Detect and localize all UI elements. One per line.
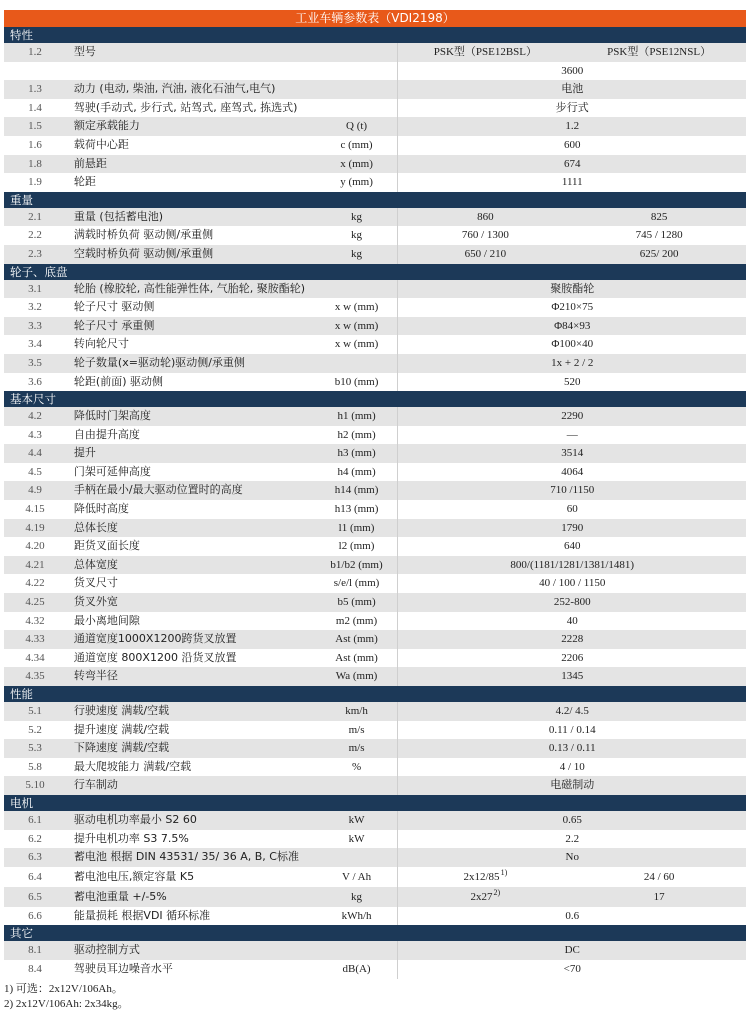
section-header: 基本尺寸 <box>4 391 746 407</box>
row-label: 载荷中心距 <box>73 137 129 151</box>
row-label: 降低时高度 <box>73 502 129 516</box>
row-number: 8.1 <box>28 944 42 957</box>
row-number: 4.5 <box>28 465 42 478</box>
section-header: 重量 <box>4 192 746 208</box>
row-unit: m/s <box>348 723 365 736</box>
row-unit: l1 (mm) <box>338 521 375 534</box>
table-row <box>4 500 746 519</box>
row-label: 下降速度 满载/空载 <box>73 741 170 755</box>
section-header: 轮子、底盘 <box>4 264 746 280</box>
row-label: 满载时桥负荷 驱动侧/承重侧 <box>73 228 214 242</box>
row-value: Φ84×93 <box>397 317 746 336</box>
row-unit: % <box>351 760 362 773</box>
table-row <box>4 848 746 867</box>
table-row <box>4 43 746 62</box>
row-number: 6.3 <box>28 851 42 864</box>
row-value: 3514 <box>397 444 746 463</box>
table-row <box>4 444 746 463</box>
row-label: 通道宽度 800X1200 沿货叉放置 <box>73 650 237 664</box>
row-number: 3.6 <box>28 375 42 388</box>
row-value: — <box>397 426 746 445</box>
table-row <box>4 354 746 373</box>
table-row <box>4 776 746 795</box>
row-unit: m/s <box>348 742 365 755</box>
table-row <box>4 630 746 649</box>
row-unit: x w (mm) <box>334 338 379 351</box>
row-unit <box>316 354 398 373</box>
row-unit: kW <box>348 832 365 845</box>
row-value-nsl: 745 / 1280 <box>635 229 683 242</box>
value-text: 760 / 1300 <box>461 229 509 242</box>
row-value-nsl: PSK型（PSE12NSL） <box>607 46 712 58</box>
row-number: 4.3 <box>28 428 42 441</box>
row-value: 1.2 <box>397 117 746 136</box>
footnotes <box>4 982 129 1012</box>
row-number: 5.8 <box>28 760 42 773</box>
row-value-bsl <box>397 43 572 62</box>
row-label: 提升电机功率 S3 7.5% <box>73 831 189 845</box>
row-unit: x (mm) <box>340 157 373 170</box>
row-label: 提升速度 满载/空载 <box>73 722 170 736</box>
row-label: 总体宽度 <box>73 557 118 571</box>
row-label <box>66 62 316 81</box>
row-unit <box>316 941 398 960</box>
row-label: 轮胎 (橡胶轮, 高性能弹性体, 气胎轮, 聚胺酯轮) <box>73 281 305 295</box>
row-number: 4.33 <box>25 633 45 646</box>
row-unit: h2 (mm) <box>337 428 376 441</box>
section-header: 其它 <box>4 925 746 941</box>
table-row <box>4 887 746 907</box>
row-number: 4.34 <box>25 651 45 664</box>
row-unit: kW <box>348 813 365 826</box>
row-value-bsl <box>397 226 572 245</box>
row-label: 空载时桥负荷 驱动侧/承重侧 <box>73 246 214 260</box>
row-label: 驱动控制方式 <box>73 943 140 957</box>
row-number: 4.32 <box>25 614 45 627</box>
row-number: 4.15 <box>25 503 45 516</box>
row-number <box>4 62 66 81</box>
table-row <box>4 721 746 740</box>
row-label: 型号 <box>73 45 96 58</box>
row-label: 额定承载能力 <box>73 119 140 133</box>
row-number: 4.25 <box>25 596 45 609</box>
row-unit <box>316 99 398 118</box>
row-number: 1.9 <box>28 176 42 189</box>
section-header: 电机 <box>4 795 746 811</box>
row-value: 600 <box>397 136 746 155</box>
row-label: 轮子数量(x=驱动轮)驱动侧/承重侧 <box>73 355 245 369</box>
row-label: 货叉尺寸 <box>73 576 118 590</box>
row-unit <box>316 280 398 299</box>
table-row <box>4 811 746 830</box>
row-label: 自由提升高度 <box>73 427 140 441</box>
row-value: 710 /1150 <box>397 481 746 500</box>
row-label: 轮子尺寸 承重侧 <box>73 318 155 332</box>
table-body <box>4 27 746 979</box>
row-number: 3.1 <box>28 282 42 295</box>
table-row <box>4 907 746 926</box>
table-row <box>4 136 746 155</box>
row-value-nsl: 24 / 60 <box>643 870 675 883</box>
table-row <box>4 649 746 668</box>
row-value: 0.13 / 0.11 <box>397 739 746 758</box>
table-row <box>4 373 746 392</box>
row-number: 4.2 <box>28 410 42 423</box>
row-label: 降低时门架高度 <box>73 409 151 423</box>
row-unit: c (mm) <box>340 138 373 151</box>
row-value: 3600 <box>397 62 746 81</box>
row-label: 能量损耗 根据VDI 循环标准 <box>73 908 211 922</box>
row-label: 前悬距 <box>73 156 107 170</box>
row-label: 通道宽度1000X1200跨货叉放置 <box>73 632 237 646</box>
table-row <box>4 208 746 227</box>
row-number: 1.4 <box>28 101 42 114</box>
row-number: 5.2 <box>28 723 42 736</box>
row-unit: Wa (mm) <box>335 670 378 683</box>
row-unit: V / Ah <box>341 870 372 883</box>
row-number: 5.1 <box>28 705 42 717</box>
row-unit <box>316 848 398 867</box>
row-value: 2290 <box>397 407 746 426</box>
row-number: 1.3 <box>28 83 42 96</box>
row-value: 聚胺酯轮 <box>397 280 746 299</box>
table-row <box>4 702 746 721</box>
row-value-nsl: 825 <box>650 210 668 223</box>
row-label: 转向轮尺寸 <box>73 337 129 351</box>
row-unit: l2 (mm) <box>338 540 375 553</box>
row-label: 总体长度 <box>73 520 118 534</box>
row-value: 800/(1181/1281/1381/1481) <box>397 556 746 575</box>
table-row <box>4 173 746 192</box>
row-unit <box>316 776 398 795</box>
row-number: 3.5 <box>28 356 42 369</box>
row-unit: h1 (mm) <box>337 410 376 423</box>
row-number: 4.9 <box>28 484 42 497</box>
row-value-bsl <box>397 887 572 907</box>
row-value: 1111 <box>397 173 746 192</box>
table-row <box>4 280 746 299</box>
row-value: 4 / 10 <box>397 758 746 777</box>
row-number: 6.5 <box>28 890 42 903</box>
table-row <box>4 463 746 482</box>
row-unit: h13 (mm) <box>334 503 379 516</box>
table-row <box>4 758 746 777</box>
row-number: 4.19 <box>25 521 45 534</box>
row-value: 步行式 <box>397 99 746 118</box>
row-unit: x w (mm) <box>334 301 379 314</box>
table-row <box>4 335 746 354</box>
row-number: 4.22 <box>25 577 45 590</box>
table-row <box>4 226 746 245</box>
row-value: 2.2 <box>397 830 746 849</box>
row-label: 距货叉面长度 <box>73 539 140 553</box>
row-value: Φ210×75 <box>397 298 746 317</box>
row-value-nsl: 625/ 200 <box>639 247 679 260</box>
row-label: 行车制动 <box>73 778 118 792</box>
row-number: 5.3 <box>28 742 42 755</box>
row-unit: h14 (mm) <box>334 484 379 497</box>
row-label: 最小离地间隙 <box>73 613 140 627</box>
row-unit: Q (t) <box>346 120 368 133</box>
row-label: 重量 (包括蓄电池) <box>73 209 164 223</box>
value-text: 860 <box>477 210 494 223</box>
row-value-bsl <box>397 208 572 227</box>
row-unit: m2 (mm) <box>335 614 378 627</box>
row-number: 4.20 <box>25 540 45 553</box>
table-row <box>4 941 746 960</box>
row-number: 4.4 <box>28 447 42 460</box>
row-value: 520 <box>397 373 746 392</box>
row-number: 1.5 <box>28 120 42 133</box>
table-row <box>4 960 746 979</box>
value-text: 2x27 <box>470 890 493 903</box>
row-number: 2.3 <box>28 247 42 260</box>
row-value-nsl: 17 <box>653 890 665 903</box>
row-label: 货叉外宽 <box>73 595 118 609</box>
row-value: 0.11 / 0.14 <box>397 721 746 740</box>
table-row <box>4 62 746 81</box>
footnote: 1) 可选：2x12V/106Ah。 <box>4 983 123 995</box>
row-value-bsl <box>397 245 572 264</box>
row-number: 3.2 <box>28 301 42 314</box>
row-number: 6.1 <box>28 813 42 826</box>
row-number: 6.2 <box>28 832 42 845</box>
table-row <box>4 574 746 593</box>
row-unit <box>316 62 398 81</box>
row-number: 1.6 <box>28 138 42 151</box>
value-text: 2x12/85 <box>463 870 500 883</box>
row-label: 蓄电池电压,额定容量 K5 <box>73 869 195 883</box>
row-label: 轮距(前面) 驱动侧 <box>73 374 164 388</box>
table-row <box>4 739 746 758</box>
spec-table <box>4 10 746 979</box>
table-row <box>4 537 746 556</box>
row-label: 行驶速度 满载/空载 <box>73 704 170 717</box>
table-title: 工业车辆参数表（VDI2198） <box>4 10 746 27</box>
row-value: 0.65 <box>397 811 746 830</box>
row-label: 蓄电池 根据 DIN 43531/ 35/ 36 A, B, C标准 <box>73 850 299 864</box>
row-value: DC <box>397 941 746 960</box>
row-value: 0.6 <box>397 907 746 926</box>
row-value: 4064 <box>397 463 746 482</box>
row-label: 手柄在最小/最大驱动位置时的高度 <box>73 483 243 497</box>
row-value: 40 / 100 / 1150 <box>397 574 746 593</box>
row-unit: km/h <box>345 705 368 717</box>
row-unit: kg <box>351 247 363 260</box>
row-label: 转弯半径 <box>73 669 118 683</box>
footnote-ref: 2) <box>493 887 501 897</box>
row-label: 最大爬坡能力 满载/空载 <box>73 759 192 773</box>
value-text: PSK型（PSE12BSL） <box>433 46 538 58</box>
row-value: 1x + 2 / 2 <box>397 354 746 373</box>
row-unit: kg <box>351 229 363 242</box>
row-unit: h3 (mm) <box>337 447 376 460</box>
table-row <box>4 155 746 174</box>
row-number: 1.2 <box>28 46 42 58</box>
row-label: 轮距 <box>73 175 96 189</box>
row-value: 60 <box>397 500 746 519</box>
table-row <box>4 245 746 264</box>
table-row <box>4 407 746 426</box>
row-unit: dB(A) <box>342 962 371 975</box>
section-header: 特性 <box>4 27 746 43</box>
row-number: 1.8 <box>28 157 42 170</box>
row-value: 2206 <box>397 649 746 668</box>
table-row <box>4 612 746 631</box>
row-label: 动力 (电动, 柴油, 汽油, 液化石油气,电气) <box>73 82 276 96</box>
row-value: 40 <box>397 612 746 631</box>
table-row <box>4 117 746 136</box>
table-row <box>4 519 746 538</box>
section-header: 性能 <box>4 686 746 702</box>
table-row <box>4 867 746 887</box>
row-label: 轮子尺寸 驱动侧 <box>73 300 155 314</box>
row-value: 电磁制动 <box>397 776 746 795</box>
table-row <box>4 556 746 575</box>
row-value: Φ100×40 <box>397 335 746 354</box>
footnote-ref: 1) <box>500 867 508 877</box>
row-unit: Ast (mm) <box>335 633 378 646</box>
table-row <box>4 99 746 118</box>
row-unit: kg <box>351 890 363 903</box>
row-value: 1790 <box>397 519 746 538</box>
row-value: 4.2/ 4.5 <box>397 702 746 721</box>
row-number: 2.1 <box>28 210 42 223</box>
row-unit: b1/b2 (mm) <box>330 558 383 571</box>
row-value: 252-800 <box>397 593 746 612</box>
row-value: 640 <box>397 537 746 556</box>
row-label: 驾驶(手动式, 步行式, 站驾式, 座驾式, 拣选式) <box>73 100 298 114</box>
row-value: 674 <box>397 155 746 174</box>
row-value-bsl <box>397 867 572 887</box>
row-unit: s/e/l (mm) <box>333 577 380 590</box>
row-unit <box>316 80 398 99</box>
row-number: 6.6 <box>28 909 42 922</box>
row-number: 8.4 <box>28 962 42 975</box>
table-row <box>4 80 746 99</box>
table-row <box>4 298 746 317</box>
row-label: 驱动电机功率最小 S2 60 <box>73 812 197 826</box>
footnote: 2) 2x12V/106Ah: 2x34kg。 <box>4 998 129 1010</box>
table-row <box>4 667 746 686</box>
row-unit: h4 (mm) <box>337 465 376 478</box>
table-row <box>4 830 746 849</box>
row-number: 5.10 <box>25 779 45 792</box>
row-number: 2.2 <box>28 229 42 242</box>
row-unit: x w (mm) <box>334 319 379 332</box>
row-number: 4.21 <box>25 558 45 571</box>
row-unit: kWh/h <box>341 909 372 922</box>
row-value: 1345 <box>397 667 746 686</box>
row-unit <box>316 43 398 62</box>
row-label: 驾驶员耳边噪音水平 <box>73 961 173 975</box>
row-label: 门架可延伸高度 <box>73 464 151 478</box>
table-row <box>4 481 746 500</box>
row-unit: Ast (mm) <box>335 651 378 664</box>
row-unit: y (mm) <box>340 176 373 189</box>
table-row <box>4 593 746 612</box>
row-label: 提升 <box>73 446 96 460</box>
table-row <box>4 317 746 336</box>
row-number: 3.3 <box>28 319 42 332</box>
row-unit: b10 (mm) <box>334 375 379 388</box>
row-number: 6.4 <box>28 870 42 883</box>
row-number: 3.4 <box>28 338 42 351</box>
row-label: 蓄电池重量 +/-5% <box>73 889 167 903</box>
table-row <box>4 426 746 445</box>
row-value: No <box>397 848 746 867</box>
row-value: 电池 <box>397 80 746 99</box>
row-number: 4.35 <box>25 670 45 683</box>
row-value: 2228 <box>397 630 746 649</box>
row-unit: kg <box>351 210 363 223</box>
value-text: 650 / 210 <box>464 247 507 260</box>
row-unit: b5 (mm) <box>337 596 376 609</box>
row-value: <70 <box>397 960 746 979</box>
